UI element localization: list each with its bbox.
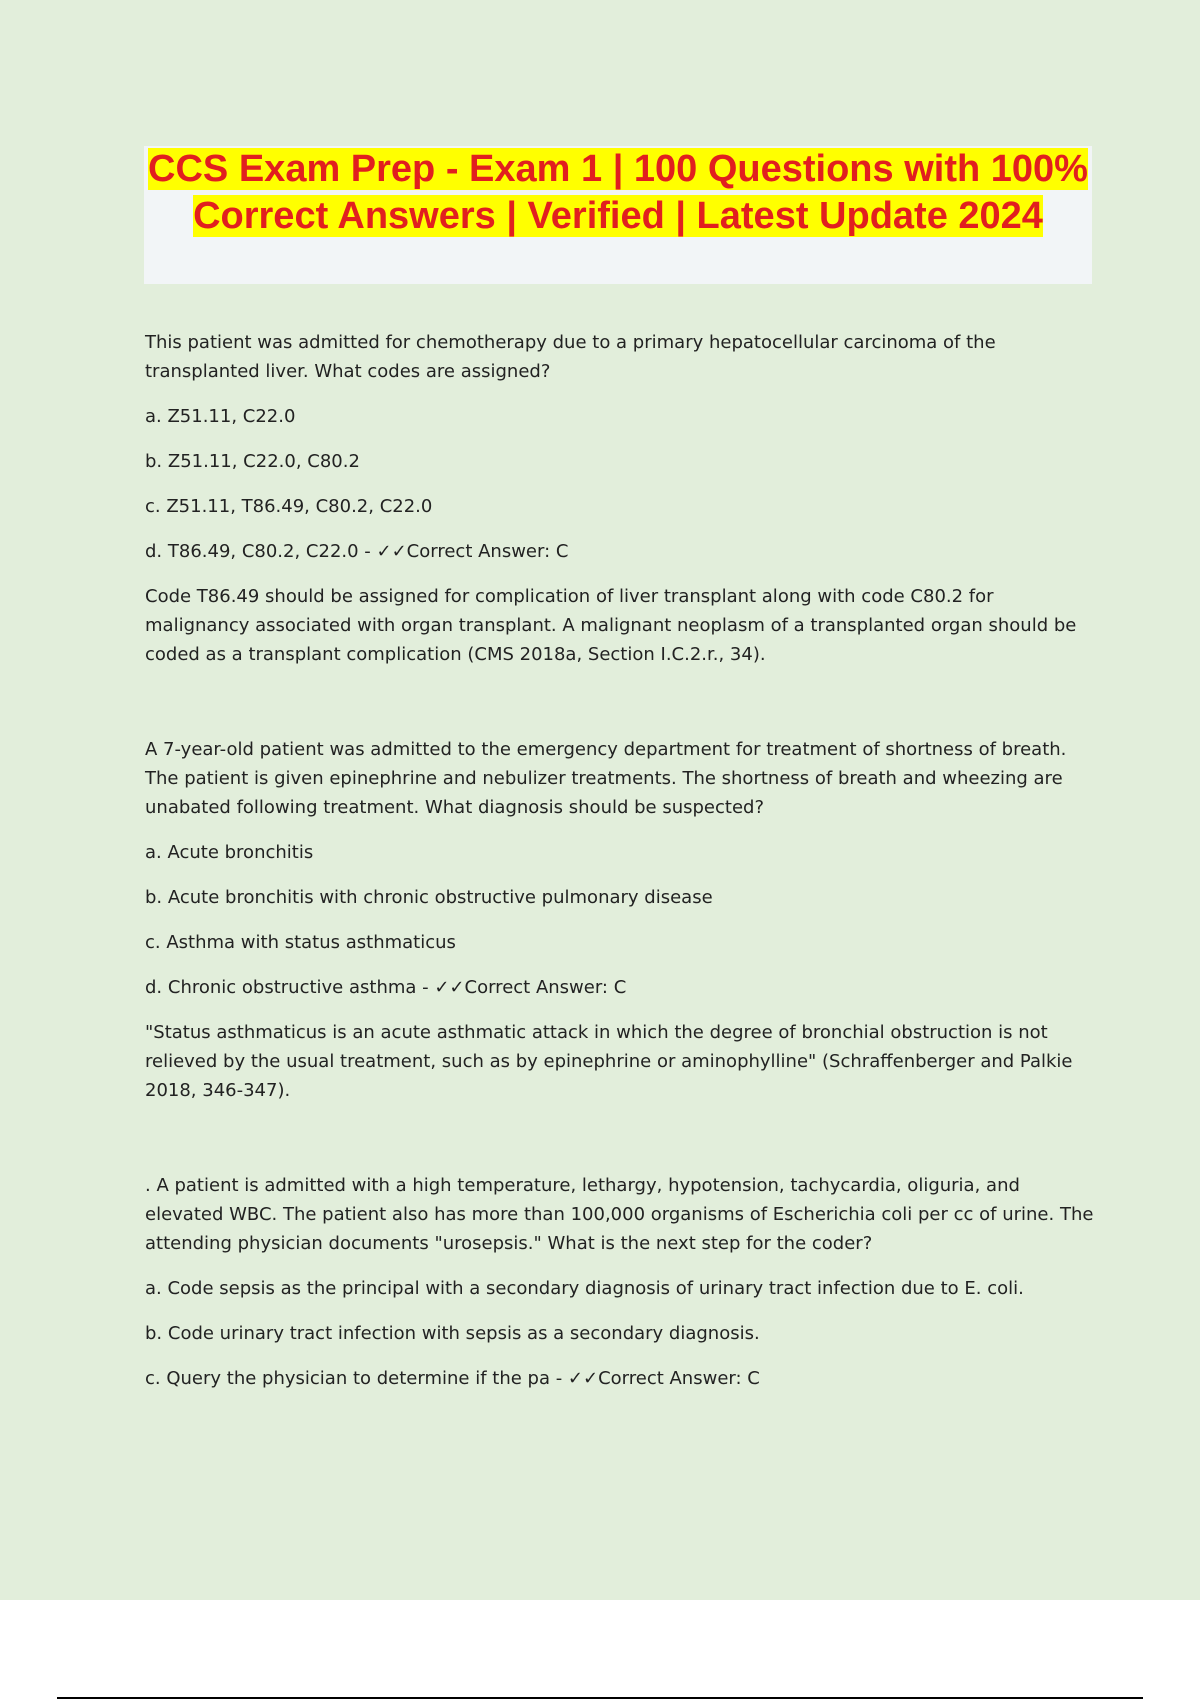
question-stem: A 7-year-old patient was admitted to the emergency department for treatment of shortness of breath. The patient is given epinephrine and nebulizer treatments. The shortness of breath and wheezing are unabated following treatment. What diagnosis should be suspected? [145, 739, 1067, 818]
question-stem: . A patient is admitted with a high temperature, lethargy, hypotension, tachycardia, oliguria, and elevated WBC. The patient also has more than 100,000 organisms of Escherichia coli per cc of urine. The attending physician documents "urosepsis." What is the next step for the coder? [145, 1175, 1094, 1254]
answer-explanation: "Status asthmaticus is an acute asthmatic attack in which the degree of bronchial obstruction is not relieved by the usual treatment, such as by epinephrine or aminophylline" (Schraffenberger and Palkie 2018, 346-347). [145, 1022, 1073, 1101]
document-title-text: CCS Exam Prep - Exam 1 | 100 Questions with 100% Correct Answers | Verified | Latest Update 2024 [148, 148, 1088, 237]
answer-option-correct: d. Chronic obstructive asthma - ✓✓Correct Answer: C [145, 977, 627, 998]
answer-option: c. Z51.11, T86.49, C80.2, C22.0 [145, 496, 433, 517]
question-stem: This patient was admitted for chemotherapy due to a primary hepatocellular carcinoma of the transplanted liver. What codes are assigned? [145, 332, 996, 382]
answer-option: b. Z51.11, C22.0, C80.2 [145, 451, 360, 472]
answer-option-correct: c. Query the physician to determine if the pa - ✓✓Correct Answer: C [145, 1368, 760, 1389]
document-body [145, 328, 1095, 1409]
footer-divider [57, 1697, 1143, 1699]
answer-option: b. Code urinary tract infection with sepsis as a secondary diagnosis. [145, 1323, 760, 1344]
answer-option: a. Acute bronchitis [145, 842, 314, 863]
title-box [144, 146, 1092, 284]
document-title [144, 146, 1092, 240]
answer-option: c. Asthma with status asthmaticus [145, 932, 456, 953]
answer-option: a. Code sepsis as the principal with a secondary diagnosis of urinary tract infection due to E. coli. [145, 1278, 1024, 1299]
answer-explanation: Code T86.49 should be assigned for complication of liver transplant along with code C80.2 for malignancy associated with organ transplant. A malignant neoplasm of a transplanted organ should be coded as a transplant complication (CMS 2018a, Section I.C.2.r., 34). [145, 586, 1077, 665]
answer-option: b. Acute bronchitis with chronic obstructive pulmonary disease [145, 887, 713, 908]
answer-option: a. Z51.11, C22.0 [145, 406, 296, 427]
answer-option-correct: d. T86.49, C80.2, C22.0 - ✓✓Correct Answer: C [145, 541, 569, 562]
